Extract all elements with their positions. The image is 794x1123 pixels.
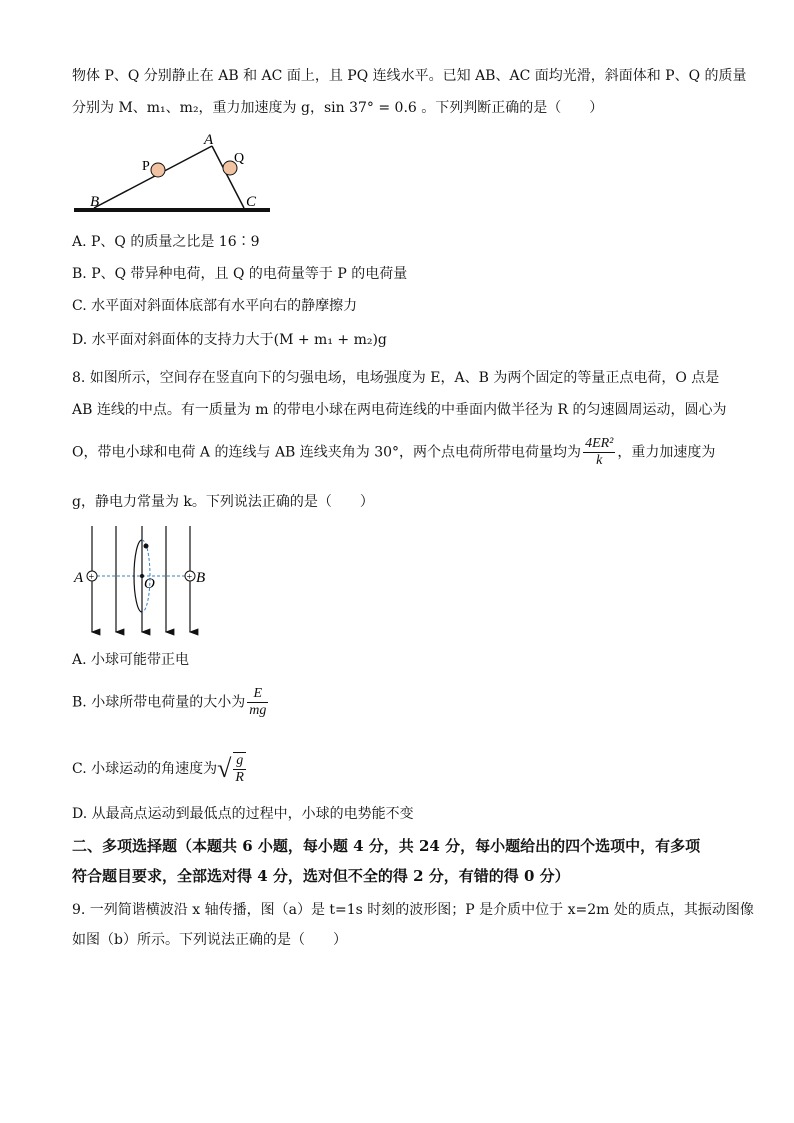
ball-charged [144, 544, 149, 549]
incline-ab [94, 146, 212, 208]
charge-denominator: k [596, 453, 603, 468]
q8-option-b-text: B. 小球所带电荷量的大小为 [72, 694, 246, 711]
label-a: A [204, 132, 214, 148]
q8-stem-line1: 8. 如图所示，空间存在竖直向下的匀强电场，电场强度为 E，A、B 为两个固定的等量正点电荷，O 点是 [72, 370, 720, 386]
sqrt-expression: √ $\frac{g}{R}$ [217, 753, 244, 785]
q7-stem-line1: 物体 P、Q 分别静止在 AB 和 AC 面上，且 PQ 连线水平。已知 AB、AC 面均光滑，斜面体和 P、Q 的质量 [72, 68, 747, 84]
q8-stem-line2: AB 连线的中点。有一质量为 m 的带电小球在两电荷连线的中垂面内做半径为 R 的匀速圆周运动，圆心为 [72, 402, 727, 418]
label-q: Q [234, 151, 245, 166]
q7-option-d: D. 水平面对斜面体的支持力大于(M + m₁ + m₂)g [72, 332, 387, 348]
plus-sign-b: + [186, 572, 193, 583]
label-b: B [90, 194, 100, 210]
q7-option-a: A. P、Q 的质量之比是 16∶9 [72, 234, 260, 250]
sqrt-denominator: R [235, 770, 244, 785]
field-figure [70, 522, 220, 640]
q8-stem-line4: g，静电力常量为 k。下列说法正确的是（ ） [72, 494, 374, 510]
incline-figure [70, 128, 280, 220]
q9-stem-line1: 9. 一列简谐横波沿 x 轴传播，图（a）是 t=1s 时刻的波形图；P 是介质中位于 x=2m 处的质点，其振动图像 [72, 902, 754, 918]
charge-ratio-fraction [247, 686, 268, 719]
q8-option-c [72, 752, 248, 786]
plus-sign-a: + [88, 572, 95, 583]
q7-stem-line2: 分别为 M、m₁、m₂，重力加速度为 g，sin 37° = 0.6 。下列判断正确的是（ ） [72, 100, 604, 116]
q7-option-c: C. 水平面对斜面体底部有水平向右的静摩擦力 [72, 298, 358, 314]
q8-option-b [72, 686, 270, 719]
label-o: O [144, 576, 155, 592]
label-a: A [74, 570, 84, 586]
q8-option-d: D. 从最高点运动到最低点的过程中，小球的电势能不变 [72, 806, 414, 822]
label-c: C [246, 194, 257, 210]
sqrt-fraction [233, 752, 246, 786]
ball-p [151, 163, 165, 177]
q8-line3-pre: O，带电小球和电荷 A 的连线与 AB 连线夹角为 30°，两个点电荷所带电荷量均为 [72, 444, 582, 461]
q7-option-b: B. P、Q 带异种电荷，且 Q 的电荷量等于 P 的电荷量 [72, 266, 408, 282]
fraction-numerator: E [247, 686, 268, 703]
q9-stem-line2: 如图（b）所示。下列说法正确的是（ ） [72, 932, 347, 948]
charge-fraction [583, 436, 615, 469]
q8-line3-post: ，重力加速度为 [617, 444, 716, 461]
q8-stem-line3 [72, 436, 715, 469]
ground-surface [74, 208, 270, 212]
label-p: P [142, 159, 150, 174]
q8-option-a: A. 小球可能带正电 [72, 652, 190, 668]
section-2-heading-line1: 二、多项选择题（本题共 6 小题，每小题 4 分，共 24 分，每小题给出的四个选项中，有多项 [72, 837, 701, 855]
sqrt-numerator: g [233, 753, 246, 770]
label-b: B [196, 570, 206, 586]
section-2-heading-line2: 符合题目要求，全部选对得 4 分，选对但不全的得 2 分，有错的得 0 分） [72, 867, 570, 885]
q8-option-c-text: C. 小球运动的角速度为 [72, 761, 218, 777]
charge-numerator: 4ER² [585, 436, 614, 451]
fraction-denominator: mg [249, 703, 267, 718]
